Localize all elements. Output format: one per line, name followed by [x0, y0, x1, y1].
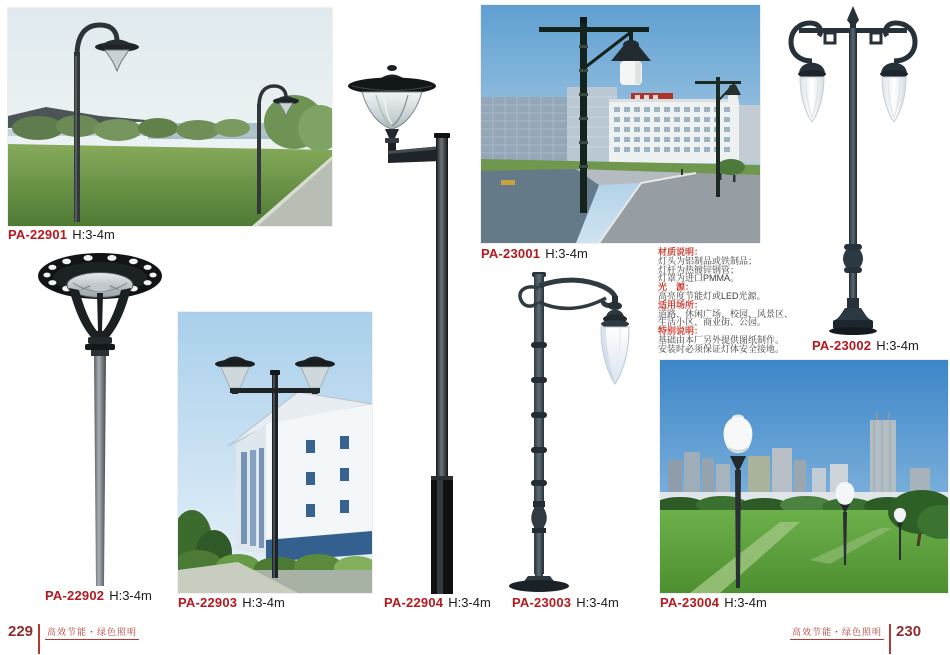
product-spec: H:3-4m	[109, 588, 152, 603]
footer-slogan-left: 高效节能・绿色照明	[45, 624, 139, 640]
product-model: PA-22904	[384, 595, 444, 610]
product-model: PA-23001	[481, 246, 541, 261]
specs-heading: 适用场所：	[658, 299, 704, 310]
footer-left	[8, 624, 139, 654]
product-spec: H:3-4m	[242, 595, 285, 610]
product-model: PA-22903	[178, 595, 238, 610]
lamp-head	[348, 65, 436, 153]
lamp-head	[38, 253, 162, 356]
product-label-pa-23004	[660, 595, 767, 610]
product-spec: H:3-4m	[448, 595, 491, 610]
cone-pendant	[601, 296, 629, 384]
lamp-illustration-pa-22904	[338, 58, 468, 595]
pole-base	[509, 576, 569, 592]
lamp-illustration-pa-23003	[502, 272, 660, 594]
product-spec: H:3-4m	[72, 227, 115, 242]
lamp-illustration-pa-23002	[785, 4, 950, 337]
lake-park-scene	[8, 8, 332, 226]
product-model: PA-23003	[512, 595, 572, 610]
product-label-pa-23003	[512, 595, 619, 610]
page-number-left: 229	[8, 623, 34, 640]
pole-ornament	[531, 501, 547, 578]
specs-heading: 材质说明：	[658, 247, 704, 257]
park-skyline-scene	[660, 360, 948, 593]
specs-heading: 特别说明：	[658, 326, 704, 337]
product-label-pa-23001	[481, 246, 588, 261]
product-model: PA-22901	[8, 227, 68, 242]
product-model: PA-22902	[45, 588, 105, 603]
teardrop-lantern-right	[880, 63, 908, 122]
product-model: PA-23002	[812, 338, 872, 353]
footer-divider	[889, 624, 891, 654]
product-model: PA-23004	[660, 595, 720, 610]
footer-right	[790, 624, 921, 654]
lamp-pole	[94, 356, 106, 586]
product-photo-pa-23004	[660, 360, 948, 593]
product-spec: H:3-4m	[876, 338, 919, 353]
pole-collar	[843, 244, 863, 273]
footer-slogan-right: 高效节能・绿色照明	[790, 624, 884, 640]
lamp-pole	[436, 138, 448, 476]
pole-base-sleeve	[431, 476, 453, 594]
product-label-pa-22903	[178, 595, 285, 610]
material-specs-note: 材质说明： 灯头为铝制品或铁制品； 灯杆为热镀锌钢管； 灯罩为进口PMMA。 光 源： 高亮度节能灯或LED光源。 适用场所： 道路、休闲广场、校园、风景区、 生活小区、商业街、公园。 特别说明： 基础由本厂另外提供图纸制作。 安装时必须保证灯体安全接地。	[658, 248, 800, 354]
product-spec: H:3-4m	[576, 595, 619, 610]
product-photo-pa-22901	[8, 8, 332, 226]
street-scene	[481, 5, 760, 243]
footer-divider	[38, 624, 40, 654]
product-label-pa-22904	[384, 595, 491, 610]
product-spec: H:3-4m	[545, 246, 588, 261]
page-number-right: 230	[896, 623, 922, 640]
pole-base	[829, 298, 877, 335]
product-photo-pa-23001	[481, 5, 760, 243]
teardrop-lantern-left	[798, 63, 826, 122]
specs-heading: 光 源：	[658, 282, 695, 293]
product-label-pa-23002	[812, 338, 919, 353]
product-spec: H:3-4m	[724, 595, 767, 610]
product-label-pa-22902	[45, 588, 152, 603]
boat	[501, 180, 515, 185]
lamp-illustration-pa-22902	[25, 238, 175, 588]
